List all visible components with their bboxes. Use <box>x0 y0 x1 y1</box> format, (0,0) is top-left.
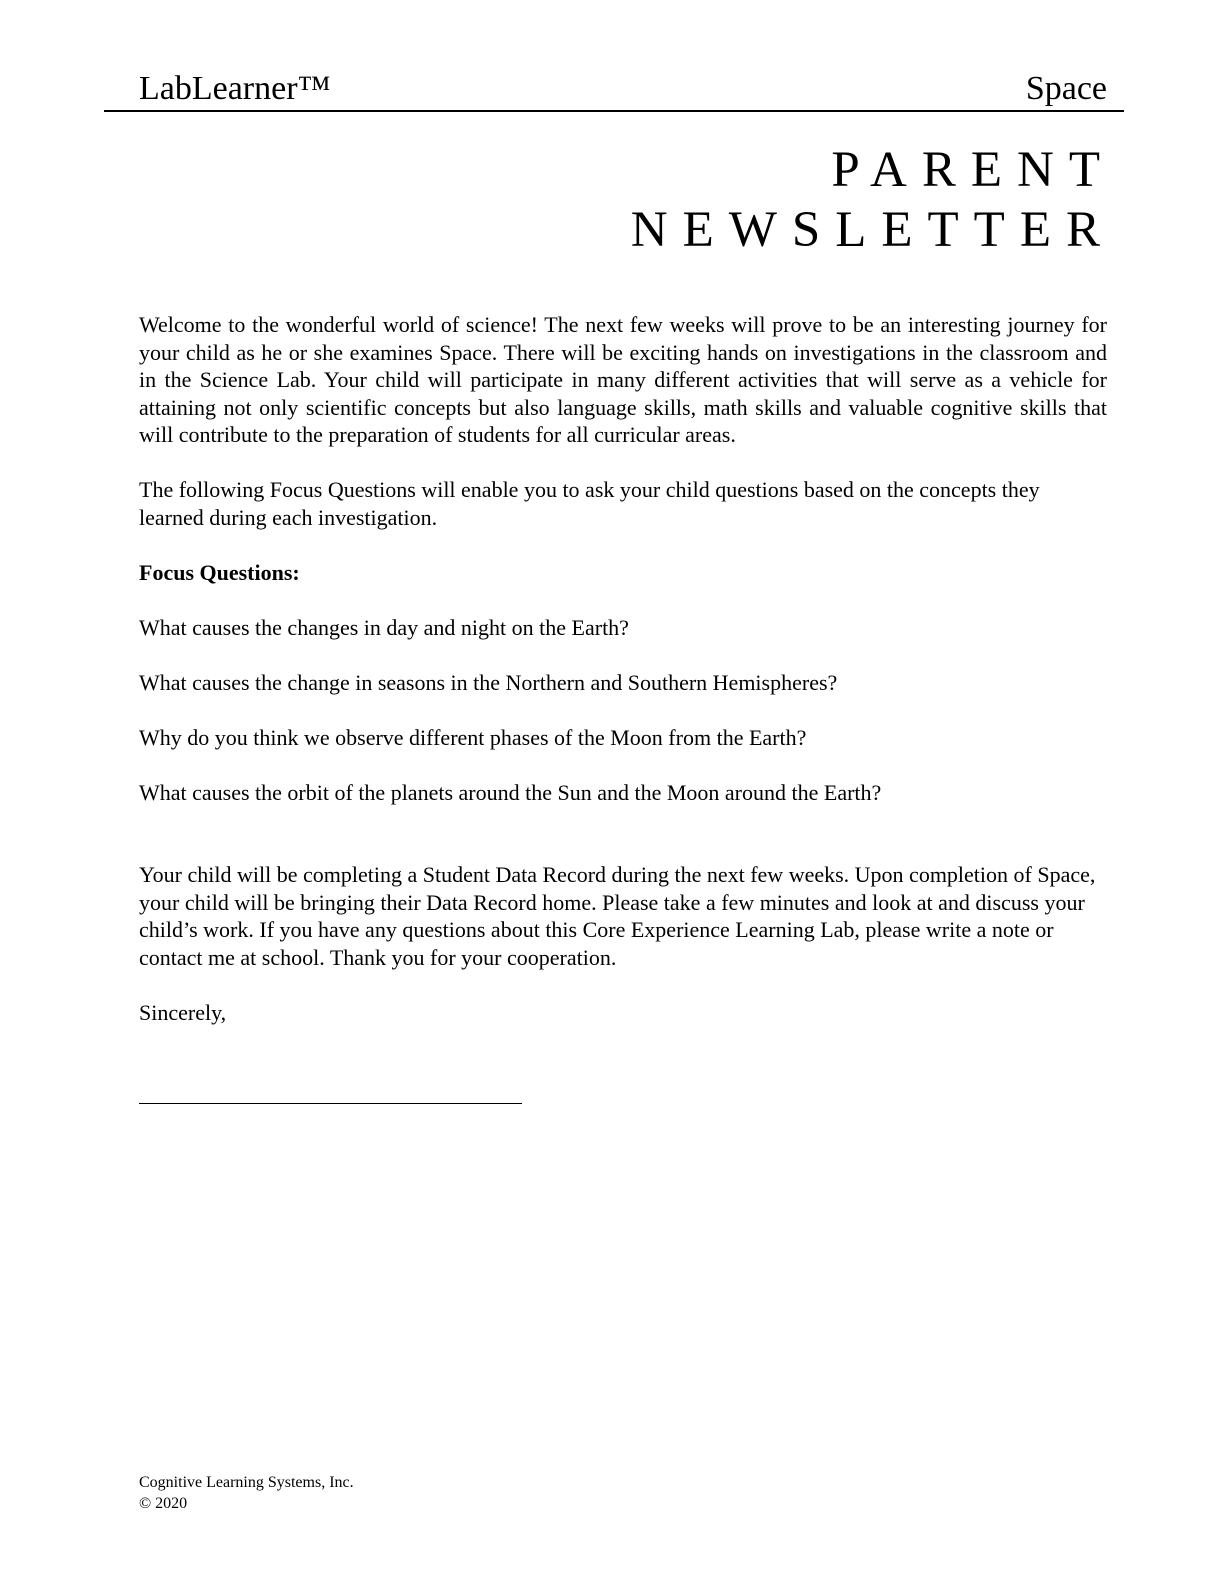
focus-question: What causes the orbit of the planets around the Sun and the Moon around the Earth? <box>139 779 882 805</box>
signoff: Sincerely, <box>139 999 227 1025</box>
focus-intro-paragraph: The following Focus Questions will enable you to ask your child questions based on the concepts they learned during each investigation. <box>139 477 1040 530</box>
title-line-2: NEWSLETTER <box>630 202 1115 258</box>
unit-name: Space <box>1025 70 1107 107</box>
focus-questions-heading: Focus Questions: <box>139 559 300 585</box>
footer-copyright: © 2020 <box>139 1495 188 1512</box>
closing-paragraph: Your child will be completing a Student Data Record during the next few weeks. Upon completion of Space, your child will be bringing their Data Record home. Please take a few minutes and look at and discuss your child’s work. If you have any questions about this Core Experience Learning Lab, please write a note or contact me at school. Thank you for your cooperation. <box>139 862 1096 970</box>
brand-name: LabLearner™ <box>139 70 331 107</box>
signature-line <box>139 1103 522 1104</box>
letter-body <box>139 311 1107 1054</box>
footer-company: Cognitive Learning Systems, Inc. <box>139 1474 354 1491</box>
page-header <box>104 66 1124 112</box>
page-footer <box>139 1472 354 1514</box>
focus-question: What causes the changes in day and night on the Earth? <box>139 614 629 640</box>
spacer <box>139 834 1107 862</box>
focus-question: Why do you think we observe different phases of the Moon from the Earth? <box>139 724 807 750</box>
title-line-1: PARENT <box>831 142 1115 198</box>
newsletter-title <box>631 140 1115 260</box>
focus-question: What causes the change in seasons in the Northern and Southern Hemispheres? <box>139 669 838 695</box>
intro-paragraph: Welcome to the wonderful world of science! The next few weeks will prove to be an interesting journey for your child as he or she examines Space. There will be exciting hands on investigations in the classroom and in the Science Lab. Your child will participate in many different activities that will serve as a vehicle for attaining not only scientific concepts but also language skills, math skills and valuable cognitive skills that will contribute to the preparation of students for all curricular areas. <box>139 312 1107 447</box>
